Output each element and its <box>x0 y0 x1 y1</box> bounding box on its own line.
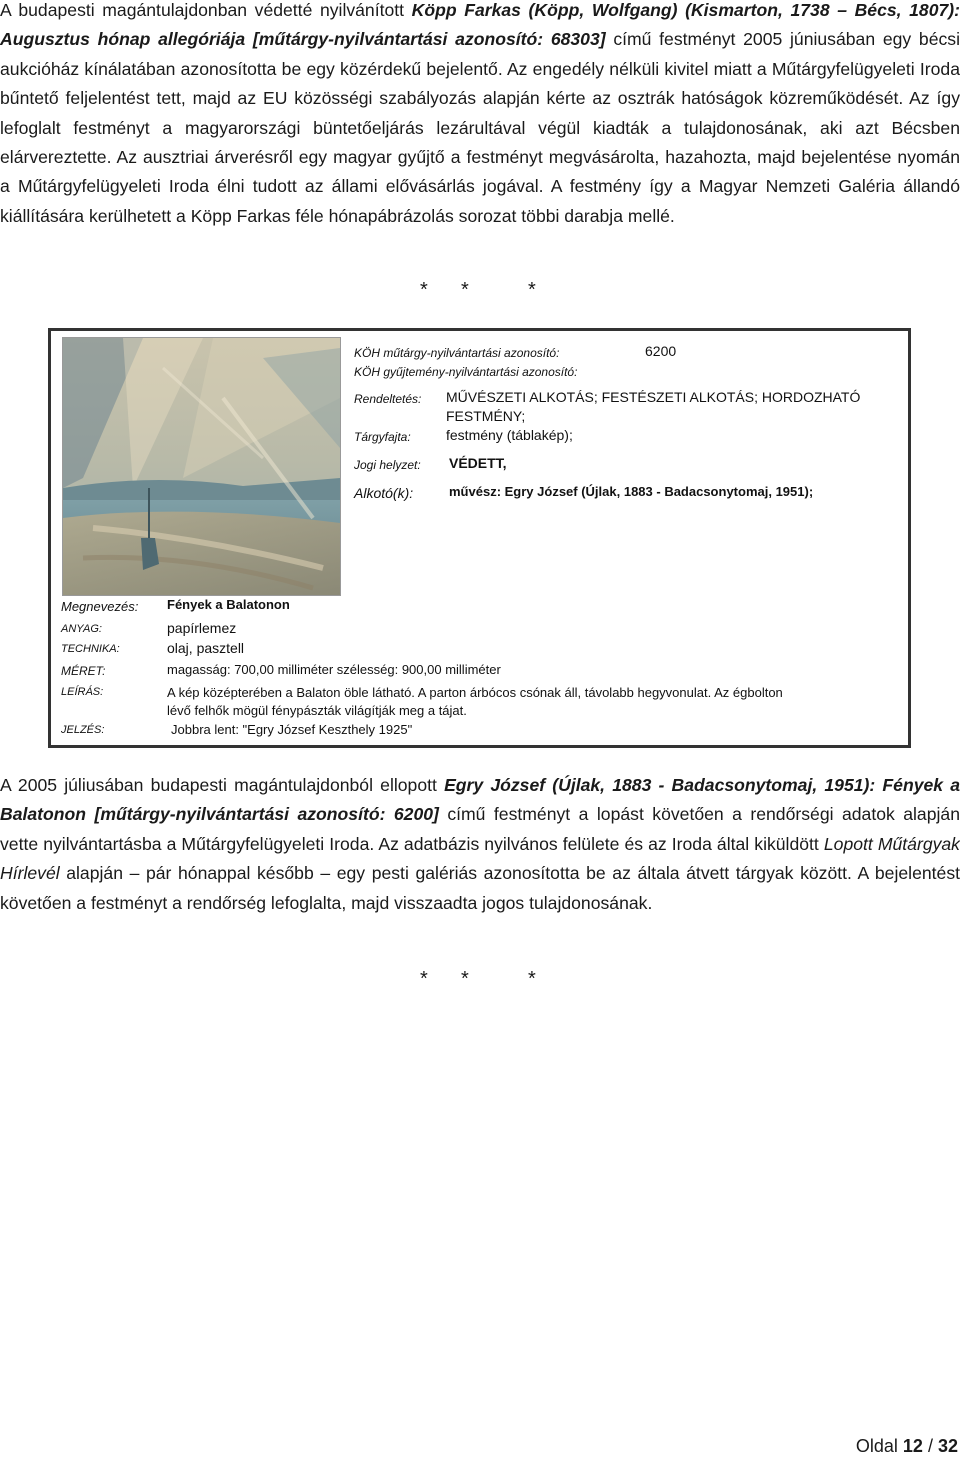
paragraph-text: című festményt a lopást követően a rendőrségi adatok alapján vette nyilvántartásba a Műtárgyfelügyeleti Iroda. Az adatbázis nyilvános felülete és az Iroda által kiküldött <box>0 804 960 854</box>
size-value: magasság: 700,00 milliméter szélesség: 900,00 milliméter <box>167 662 501 677</box>
description-value-cont: lévő felhők mögül fénypászták világítják meg a tájat. <box>167 703 467 718</box>
paragraph-text: alapján – pár hónappal később – egy pesti galériás azonosította be az általa átvett tárgyak között. A bejelentést követően a festményt a rendőrség lefoglalta, majd visszaadta jogos tulajdonosának. <box>0 863 960 913</box>
koh-id-value: 6200 <box>645 343 677 359</box>
paragraph-text: A budapesti magántulajdonban védetté nyilvánított <box>0 0 412 20</box>
creator-label: Alkotó(k): <box>354 485 414 501</box>
paragraph-kopp-farkas <box>0 0 960 231</box>
designation-value: MŰVÉSZETI ALKOTÁS; FESTÉSZETI ALKOTÁS; HORDOZHATÓ <box>446 389 861 405</box>
paragraph-egry-jozsef <box>0 771 960 918</box>
page-prefix: Oldal <box>855 1436 903 1456</box>
artwork-record-screenshot <box>48 328 911 748</box>
koh-collection-label: KÖH gyűjtemény-nyilvántartási azonosító: <box>354 365 578 379</box>
artwork-title: Köpp Farkas (Köpp, Wolfgang) (Kismarton, 1738 – Bécs, 1807): Augusztus hónap allegóriája [műtárgy-nyilvántartási azonosító: 68303] <box>0 0 960 50</box>
description-label: LEÍRÁS: <box>61 686 104 698</box>
asterisk: * <box>461 279 469 301</box>
asterisk: * <box>420 279 428 301</box>
designation-value-cont: FESTMÉNY; <box>446 408 526 424</box>
current-page: 12 <box>902 1436 923 1456</box>
name-value: Fények a Balatonon <box>167 597 290 612</box>
name-label: Megnevezés: <box>61 599 139 614</box>
asterisk: * <box>420 968 428 990</box>
signature-label: JELZÉS: <box>61 724 105 736</box>
type-label: Tárgyfajta: <box>354 430 411 444</box>
creator-value: művész: Egry József (Újlak, 1883 - Badacsonytomaj, 1951); <box>449 484 814 499</box>
type-value: festmény (táblakép); <box>446 427 573 443</box>
technique-label: TECHNIKA: <box>61 643 120 655</box>
material-value: papírlemez <box>167 620 237 636</box>
description-value: A kép középterében a Balaton öble látható. A parton árbócos csónak áll, távolabb hegyvonulat. Az égbolton <box>167 685 783 700</box>
paragraph-text: című festményt 2005 júniusában egy bécsi aukcióház kínálatában azonosította be egy közérdekű bejelentő. Az engedély nélküli kivitel miatt a Műtárgyfelügyeleti Iroda bűntető feljelentést tett, majd az EU közösségi szabályozás alapján kérte az osztrák hatóságok közreműködését. Az így lefoglalt festményt a magyarországi büntetőeljárás lezárultával végül kiadták a tulajdonosának, aki azt Bécsben elárvereztette. Az ausztriai árverésről egy magyar gyűjtő a festményt megvásárolta, hazahozta, majd bejelentése nyomán a Műtárgyfelügyeleti Iroda élni tudott az állami elővásárlás jogával. A festmény így a Magyar Nemzeti Galéria állandó kiállítására kerülhetett a Köpp Farkas féle hónapábrázolás sorozat többi darabja mellé. <box>0 29 960 226</box>
artwork-title: Egry József (Újlak, 1883 - Badacsonytomaj, 1951): Fények a Balatonon [műtárgy-nyilvántartási azonosító: 6200] <box>0 775 960 825</box>
page-separator: / <box>922 1436 938 1456</box>
technique-value: olaj, pasztell <box>167 640 245 656</box>
legal-status-label: Jogi helyzet: <box>354 458 421 472</box>
painting-image <box>62 337 341 596</box>
koh-id-label: KÖH műtárgy-nyilvántartási azonosító: <box>354 346 560 360</box>
section-separator <box>0 279 960 309</box>
legal-status-value: VÉDETT, <box>449 455 507 471</box>
asterisk: * <box>461 968 469 990</box>
total-pages: 32 <box>937 1436 958 1456</box>
size-label: MÉRET: <box>61 664 106 678</box>
designation-label: Rendeltetés: <box>354 392 422 406</box>
asterisk: * <box>528 968 536 990</box>
signature-value: Jobbra lent: "Egry József Keszthely 1925" <box>171 722 413 737</box>
paragraph-text: A 2005 júliusában budapesti magántulajdonból ellopott <box>0 775 445 795</box>
newsletter-title: Lopott Műtárgyak Hírlevél <box>0 833 960 884</box>
page-number <box>856 1436 958 1457</box>
material-label: ANYAG: <box>61 623 102 635</box>
asterisk: * <box>528 279 536 301</box>
section-separator <box>0 968 960 998</box>
